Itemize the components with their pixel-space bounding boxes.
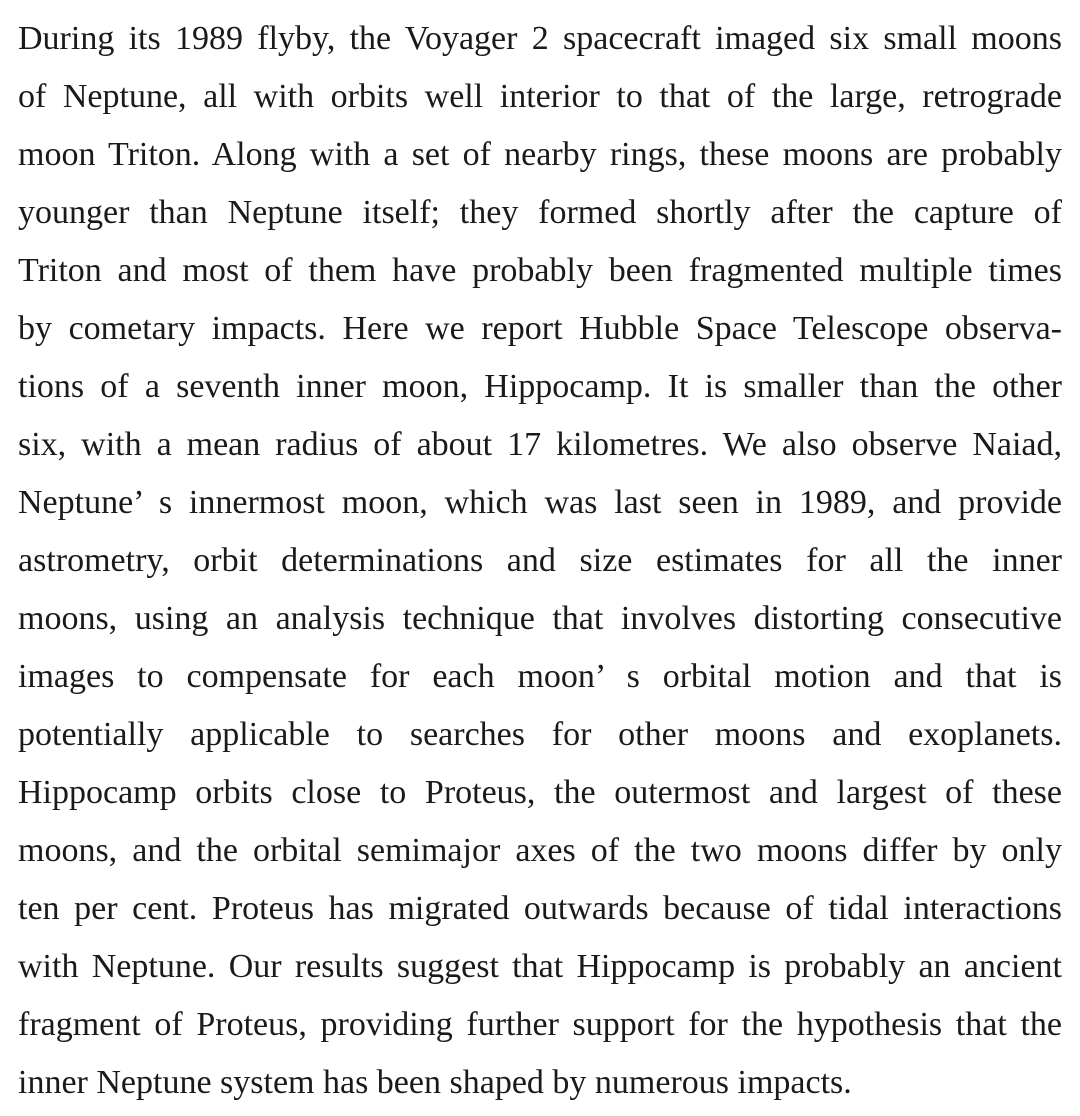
text-line: astrometry, orbit determinations and size estimates for all the inner xyxy=(18,542,1062,579)
text-line: Triton and most of them have probably been fragmented multiple times xyxy=(18,252,1062,289)
text-line: younger than Neptune itself; they formed shortly after the capture of xyxy=(18,194,1062,231)
text-line: moons, using an analysis technique that involves distorting consecutive xyxy=(18,600,1062,637)
text-line: images to compensate for each moon’ s orbital motion and that is xyxy=(18,658,1062,695)
text-line: Neptune’ s innermost moon, which was last seen in 1989, and provide xyxy=(18,484,1062,521)
text-line: inner Neptune system has been shaped by numerous impacts. xyxy=(18,1064,852,1101)
text-line: fragment of Proteus, providing further support for the hypothesis that the xyxy=(18,1006,1062,1043)
text-line: tions of a seventh inner moon, Hippocamp. It is smaller than the other xyxy=(18,368,1062,405)
text-line: six, with a mean radius of about 17 kilometres. We also observe Naiad, xyxy=(18,426,1062,463)
text-line: moons, and the orbital semimajor axes of the two moons differ by only xyxy=(18,832,1062,869)
text-line: moon Triton. Along with a set of nearby rings, these moons are probably xyxy=(18,136,1062,173)
text-line: with Neptune. Our results suggest that Hippocamp is probably an ancient xyxy=(18,948,1062,985)
abstract-paragraph xyxy=(18,12,1062,1112)
text-line: potentially applicable to searches for other moons and exoplanets. xyxy=(18,716,1062,753)
text-line: During its 1989 flyby, the Voyager 2 spacecraft imaged six small moons xyxy=(18,20,1062,57)
text-line: by cometary impacts. Here we report Hubble Space Telescope observa- xyxy=(18,310,1062,347)
text-line: ten per cent. Proteus has migrated outwards because of tidal interactions xyxy=(18,890,1062,927)
text-line: Hippocamp orbits close to Proteus, the outermost and largest of these xyxy=(18,774,1062,811)
text-line: of Neptune, all with orbits well interior to that of the large, retrograde xyxy=(18,78,1062,115)
